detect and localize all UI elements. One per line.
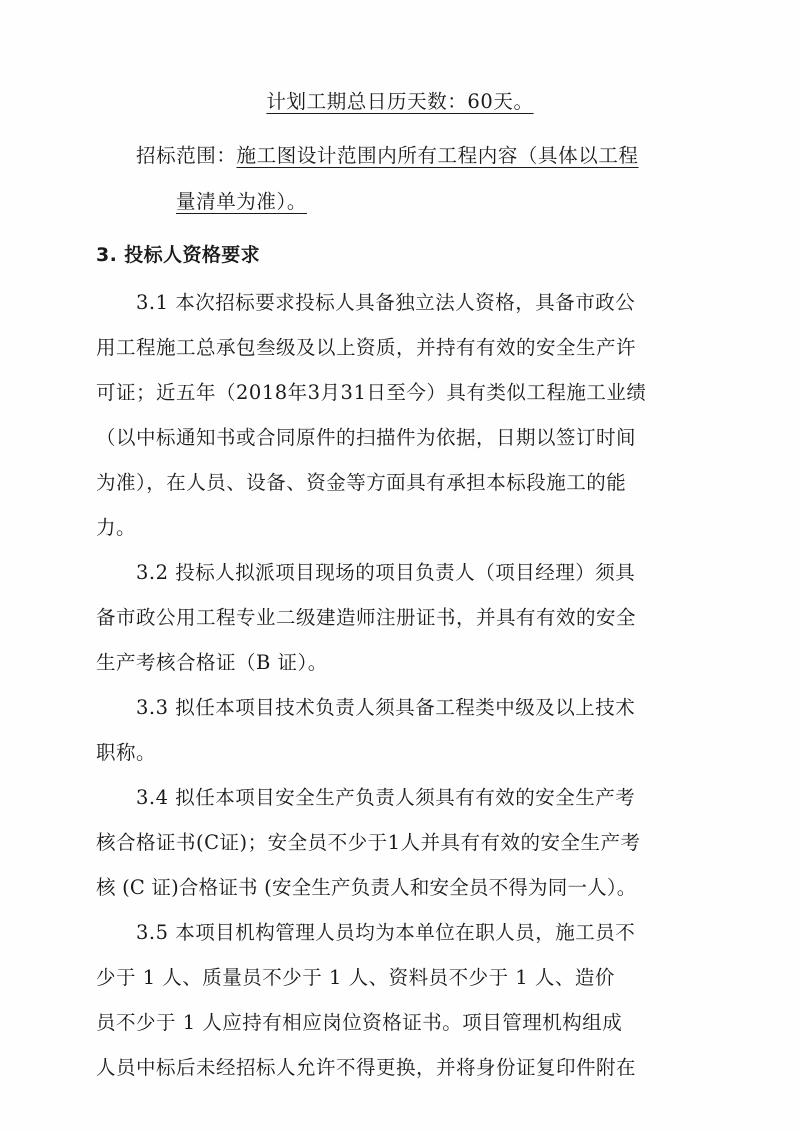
paragraph-3-3 [96,685,704,775]
paragraph-3-5-line-2: 少于 1 人、质量员不少于 1 人、资料员不少于 1 人、造价 [96,966,615,989]
duration-line [96,80,704,124]
paragraph-3-5-line-4: 人员中标后未经招标人允许不得更换，并将身份证复印件附在 [96,1056,637,1079]
paragraph-3-1-line-2: 用工程施工总承包叁级及以上资质，并持有有效的安全生产许 [96,336,637,359]
paragraph-3-1-line-5: 为准），在人员、设备、资金等方面具有承担本标段施工的能 [96,471,627,494]
paragraph-3-5-line-1: 3.5 本项目机构管理人员均为本单位在职人员，施工员不 [136,921,636,944]
paragraph-3-4-line-3: 核 (C 证)合格证书 (安全生产负责人和安全员不得为同一人）。 [96,876,637,899]
paragraph-3-5 [96,910,704,1090]
section-heading: 3. 投标人资格要求 [96,244,261,266]
paragraph-3-2-line-1: 3.2 投标人拟派项目现场的项目负责人（项目经理）须具 [136,561,636,584]
paragraph-3-3-line-1: 3.3 拟任本项目技术负责人须具备工程类中级及以上技术 [136,696,636,719]
scope-value-line1: 施工图设计范围内所有工程内容（具体以工程 [236,144,639,167]
paragraph-3-2 [96,550,704,685]
paragraph-3-1-line-3: 可证；近五年（2018年3月31日至今）具有类似工程施工业绩 [96,381,647,404]
scope-line-1 [96,134,704,178]
scope-value-line2: 量清单为准）。 [176,190,307,213]
scope-line-2 [96,180,704,224]
paragraph-3-2-line-3: 生产考核合格证（B 证）。 [96,651,328,674]
paragraph-3-5-line-3: 员不少于 1 人应持有相应岗位资格证书。项目管理机构组成 [96,1011,623,1034]
paragraph-3-4-line-1: 3.4 拟任本项目安全生产负责人须具有有效的安全生产考 [136,786,636,809]
scope-label: 招标范围： [136,144,237,167]
paragraph-3-2-line-2: 备市政公用工程专业二级建造师注册证书，并具有有效的安全 [96,606,637,629]
paragraph-3-4 [96,775,704,910]
paragraph-3-1 [96,280,704,550]
paragraph-3-4-line-2: 核合格证书(C证)；安全员不少于1人并具有有效的安全生产考 [96,831,641,854]
paragraph-3-1-line-6: 力。 [96,516,137,539]
paragraph-3-3-line-2: 职称。 [96,741,157,764]
duration-text: 计划工期总日历天数：60天。 [266,90,534,113]
paragraph-3-1-line-1: 3.1 本次招标要求投标人具备独立法人资格，具备市政公 [136,291,636,314]
paragraph-3-1-line-4: （以中标通知书或合同原件的扫描件为依据，日期以签订时间 [96,426,637,449]
